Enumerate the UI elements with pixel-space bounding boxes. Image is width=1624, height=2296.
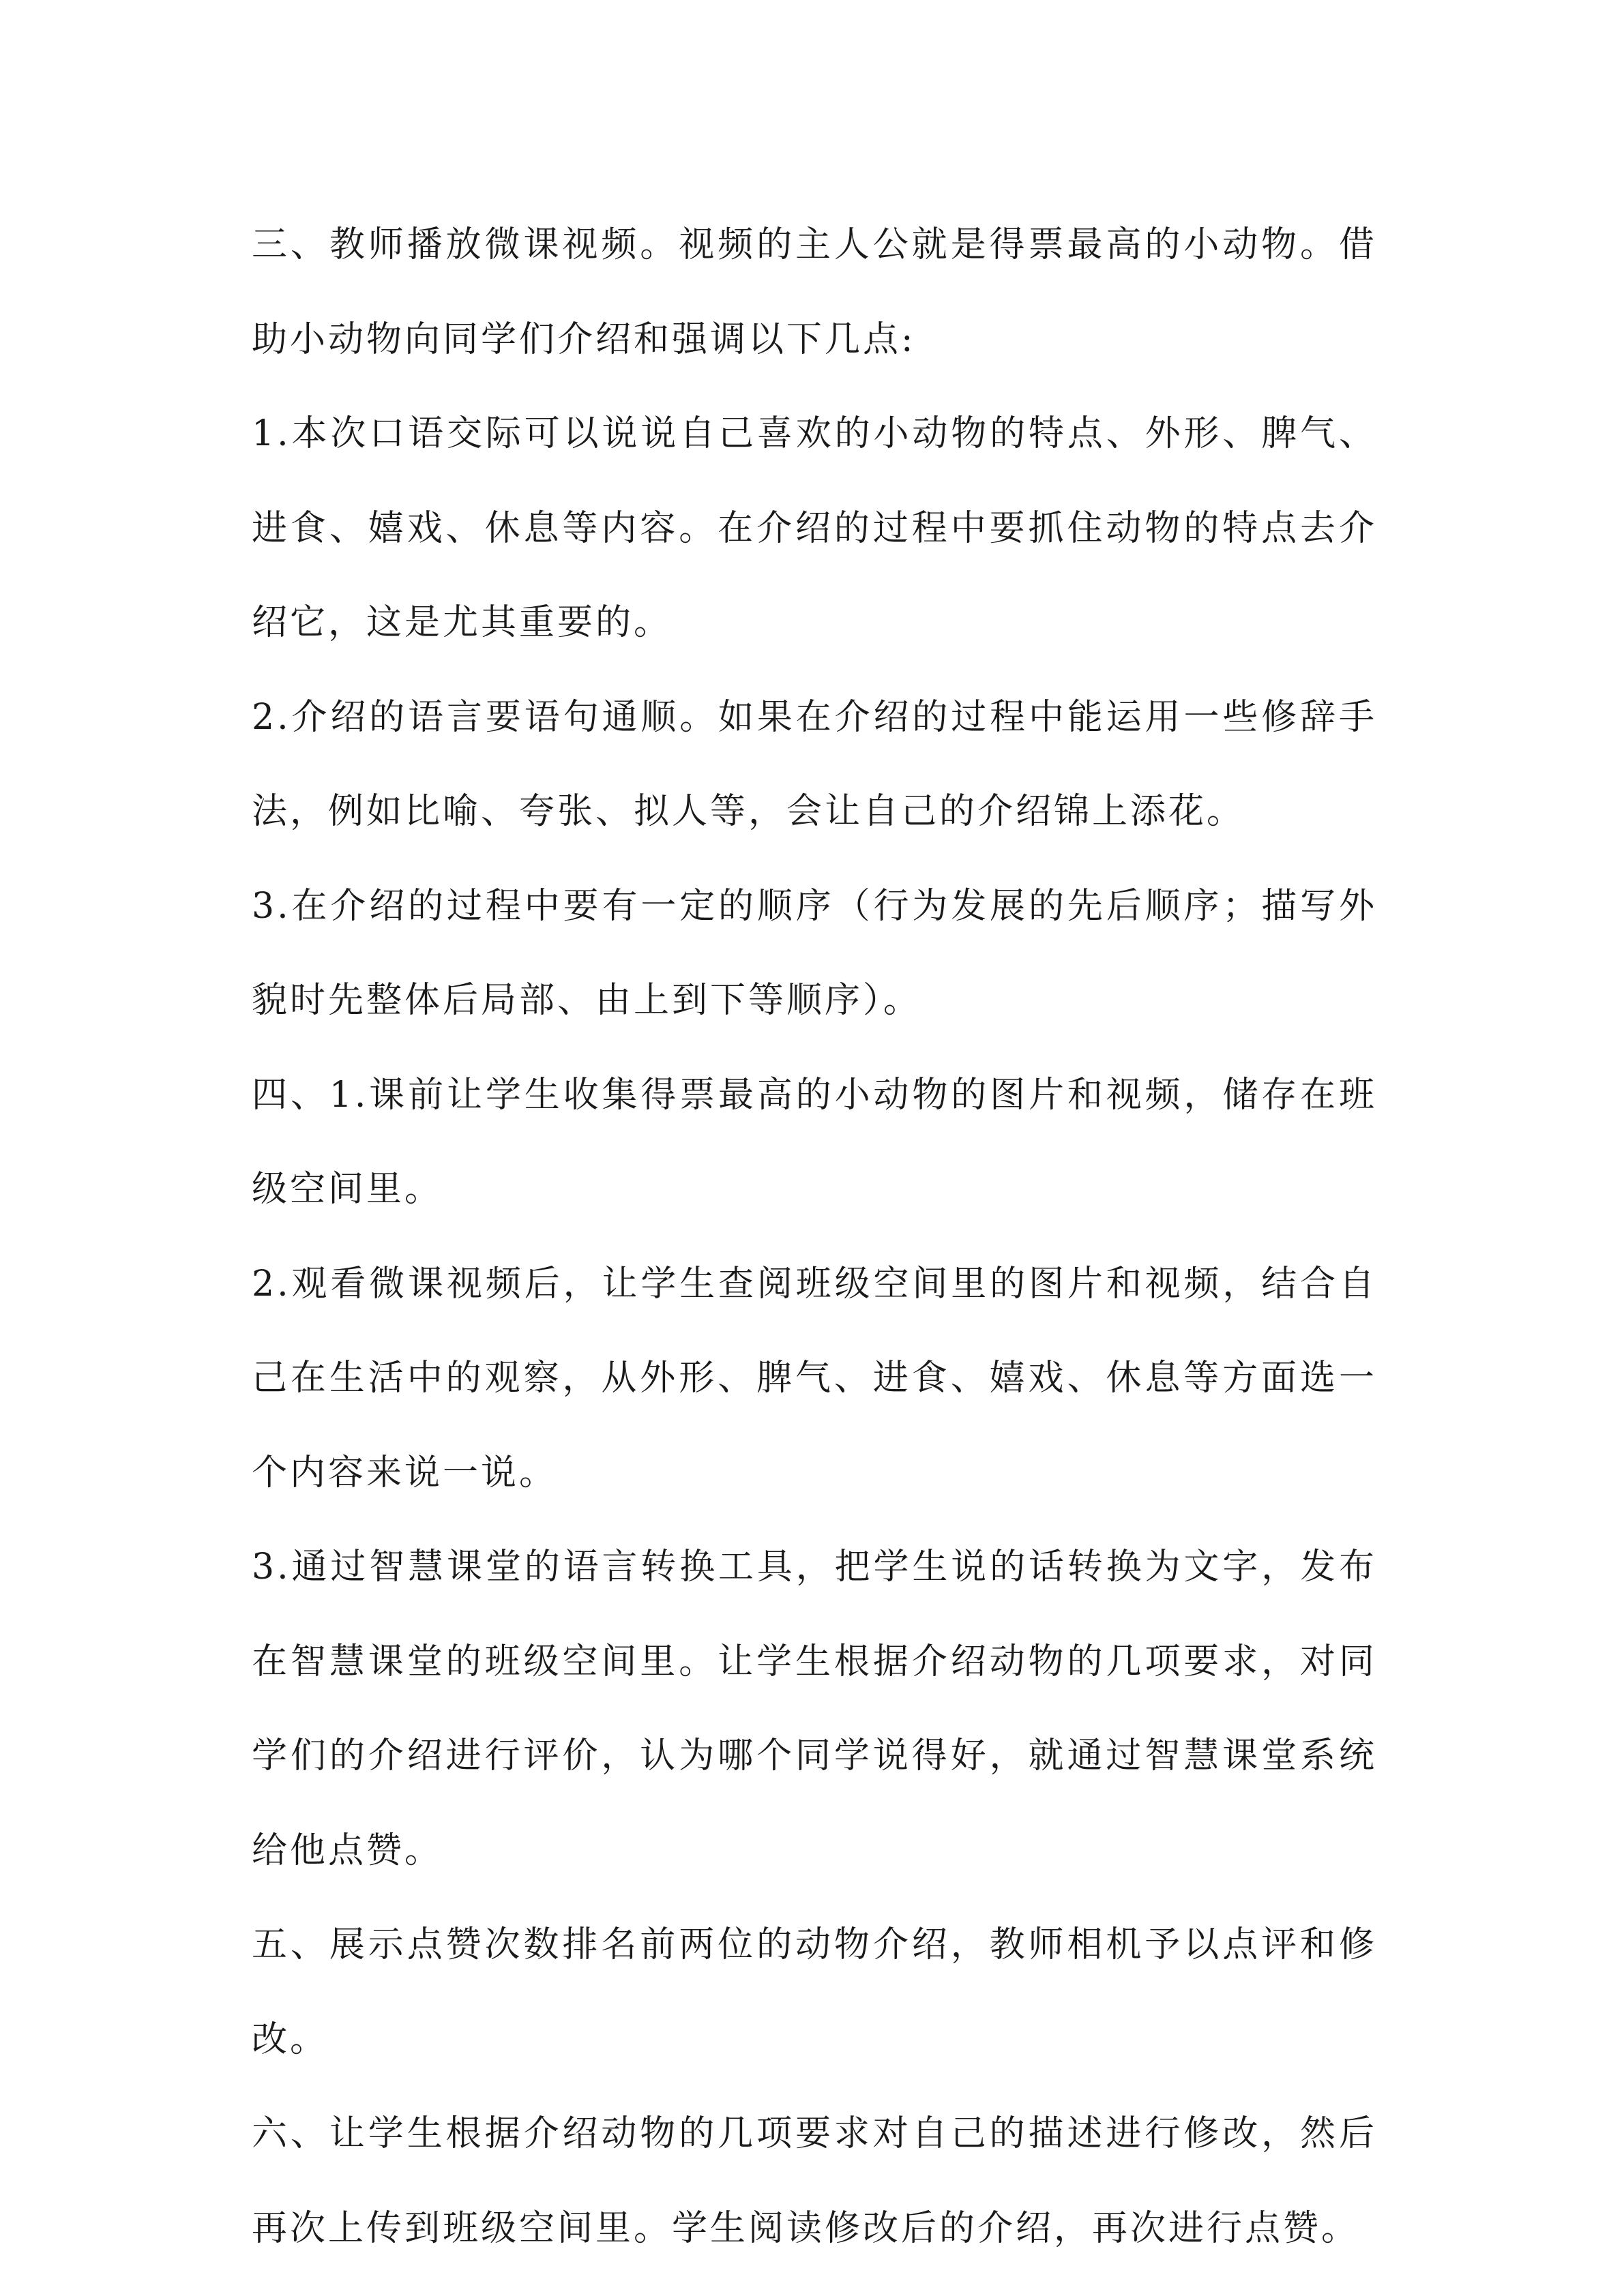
paragraph-point-3: 3.在介绍的过程中要有一定的顺序（行为发展的先后顺序；描写外貌时先整体后局部、由上到下等顺序）。 [252,885,1377,1021]
paragraph-step-4-item-2: 2.观看微课视频后，让学生查阅班级空间里的图片和视频，结合自己在生活中的观察，从外形、脾气、进食、嬉戏、休息等方面选一个内容来说一说。 [252,1263,1377,1493]
paragraph-step-5: 五、展示点赞次数排名前两位的动物介绍，教师相机予以点评和修改。 [252,1924,1377,2060]
paragraph-step-4-item-1: 四、1.课前让学生收集得票最高的小动物的图片和视频，储存在班级空间里。 [252,1074,1377,1210]
paragraph-point-2: 2.介绍的语言要语句通顺。如果在介绍的过程中能运用一些修辞手法，例如比喻、夸张、拟人等，会让自己的介绍锦上添花。 [252,696,1377,832]
paragraph-step-4-item-3: 3.通过智慧课堂的语言转换工具，把学生说的话转换为文字，发布在智慧课堂的班级空间里。让学生根据介绍动物的几项要求，对同学们的介绍进行评价，认为哪个同学说得好，就通过智慧课堂系统给他点赞。 [252,1547,1377,1871]
document-body [252,198,1377,2276]
paragraph-point-1: 1.本次口语交际可以说说自己喜欢的小动物的特点、外形、脾气、进食、嬉戏、休息等内容。在介绍的过程中要抓住动物的特点去介绍它，这是尤其重要的。 [252,413,1377,643]
paragraph-step-3-intro: 三、教师播放微课视频。视频的主人公就是得票最高的小动物。借助小动物向同学们介绍和强调以下几点: [252,224,1377,360]
paragraph-step-6: 六、让学生根据介绍动物的几项要求对自己的描述进行修改，然后再次上传到班级空间里。学生阅读修改后的介绍，再次进行点赞。 [252,2113,1377,2249]
